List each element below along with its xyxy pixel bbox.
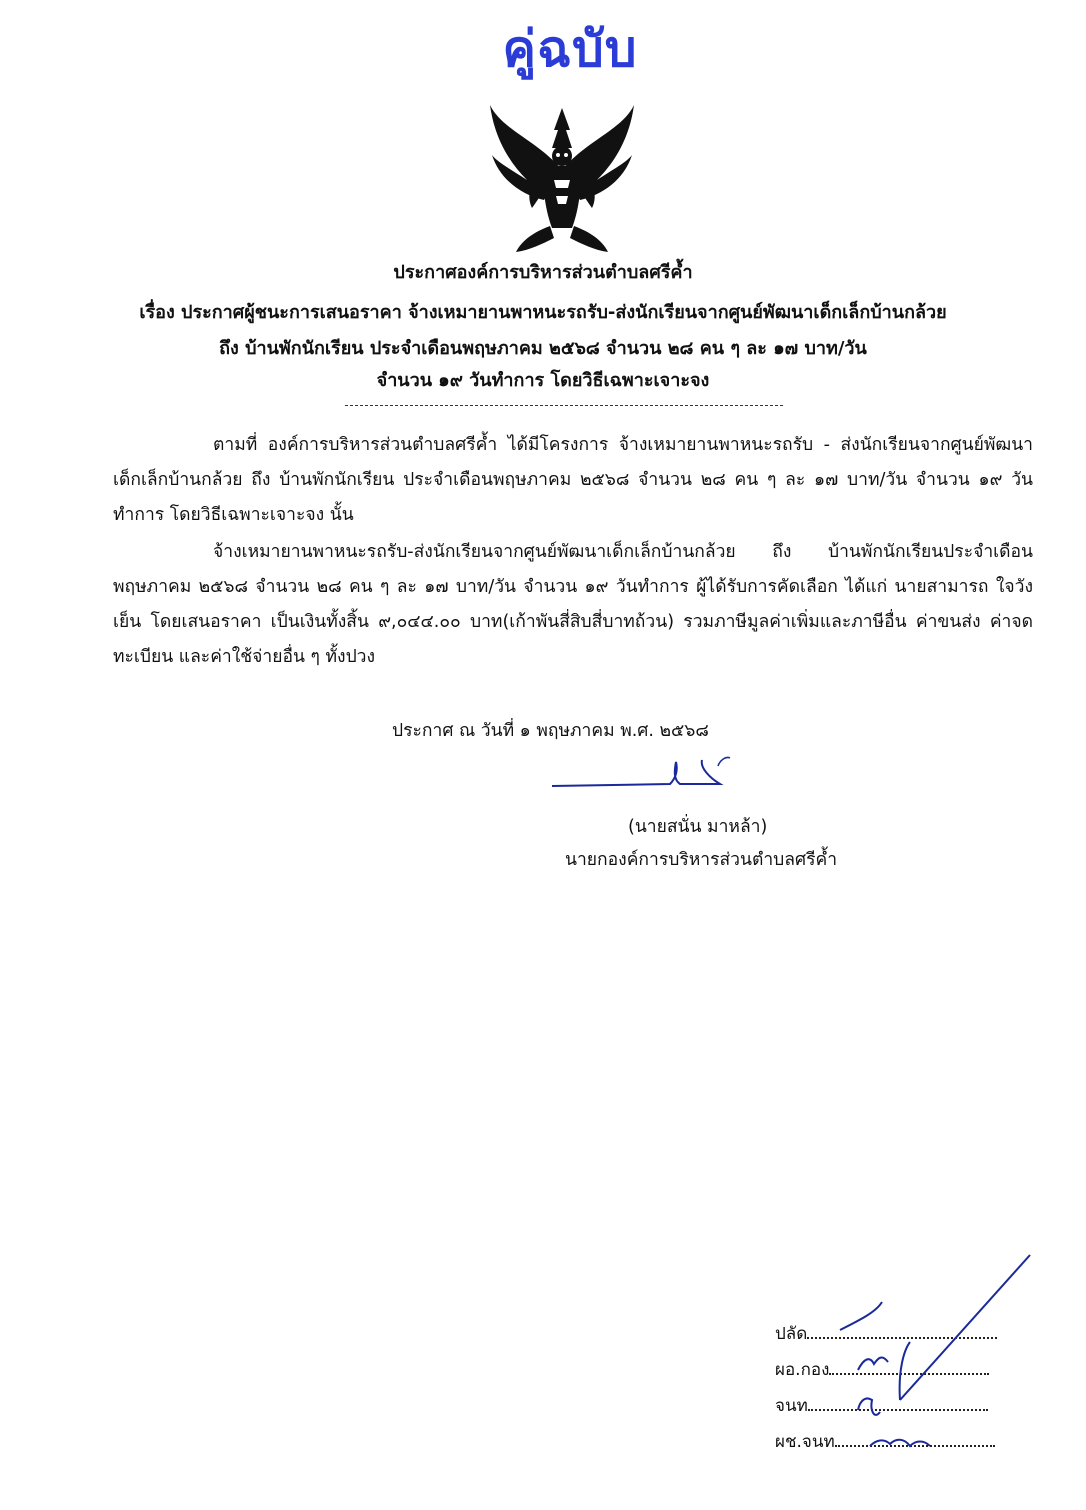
initial-label: จนท: [775, 1396, 808, 1416]
heading-line-3: ถึง บ้านพักนักเรียน ประจำเดือนพฤษภาคม ๒๕๖๘ จำนวน ๒๘ คน ๆ ละ ๑๗ บาท/วัน: [219, 338, 867, 359]
signer-position: นายกองค์การบริหารส่วนตำบลศรีค้ำ: [565, 850, 838, 870]
announce-date: ประกาศ ณ วันที่ ๑ พฤษภาคม พ.ศ. ๒๕๖๘: [392, 721, 709, 741]
garuda-emblem: [482, 100, 642, 260]
body-paragraph-1: ตามที่ องค์การบริหารส่วนตำบลศรีค้ำ ได้มีโครงการ จ้างเหมายานพาหนะรถรับ - ส่งนักเรียนจากศูนย์พัฒนาเด็กเล็กบ้านกล้วย ถึง บ้านพักนักเรียน ประจำเดือนพฤษภาคม ๒๕๖๘ จำนวน ๒๘ คน ๆ ละ ๑๗ บาท/วัน จำนวน ๑๙ วันทำการ โดยวิธีเฉพาะเจาะจง นั้น: [113, 435, 1033, 525]
signature: [550, 748, 750, 798]
heading-line-1: ประกาศองค์การบริหารส่วนตำบลศรีค้ำ: [393, 262, 693, 283]
copy-stamp: คู่ฉบับ: [502, 20, 638, 78]
heading-line-4: จำนวน ๑๙ วันทำการ โดยวิธีเฉพาะเจาะจง: [376, 370, 710, 391]
signer-name: (นายสนั่น มาหล้า): [628, 817, 768, 837]
initial-label: ปลัด: [775, 1324, 808, 1344]
initials-signatures: [800, 1250, 1060, 1510]
initial-label: ผช.จนท: [775, 1432, 835, 1452]
divider: [345, 405, 783, 406]
heading-line-2: เรื่อง ประกาศผู้ชนะการเสนอราคา จ้างเหมายานพาหนะรถรับ-ส่งนักเรียนจากศูนย์พัฒนาเด็กเล็กบ้านกล้วย: [139, 302, 947, 323]
initial-label: ผอ.กอง: [775, 1360, 830, 1380]
body-paragraph-2: จ้างเหมายานพาหนะรถรับ-ส่งนักเรียนจากศูนย์พัฒนาเด็กเล็กบ้านกล้วย ถึง บ้านพักนักเรียนประจำเดือนพฤษภาคม ๒๕๖๘ จำนวน ๒๘ คน ๆ ละ ๑๗ บาท/วัน จำนวน ๑๙ วันทำการ ผู้ได้รับการคัดเลือก ได้แก่ นายสามารถ ใจวังเย็น โดยเสนอราคา เป็นเงินทั้งสิ้น ๙,๐๔๔.๐๐ บาท(เก้าพันสี่สิบสี่บาทถ้วน) รวมภาษีมูลค่าเพิ่มและภาษีอื่น ค่าขนส่ง ค่าจดทะเบียน และค่าใช้จ่ายอื่น ๆ ทั้งปวง: [113, 542, 1033, 667]
